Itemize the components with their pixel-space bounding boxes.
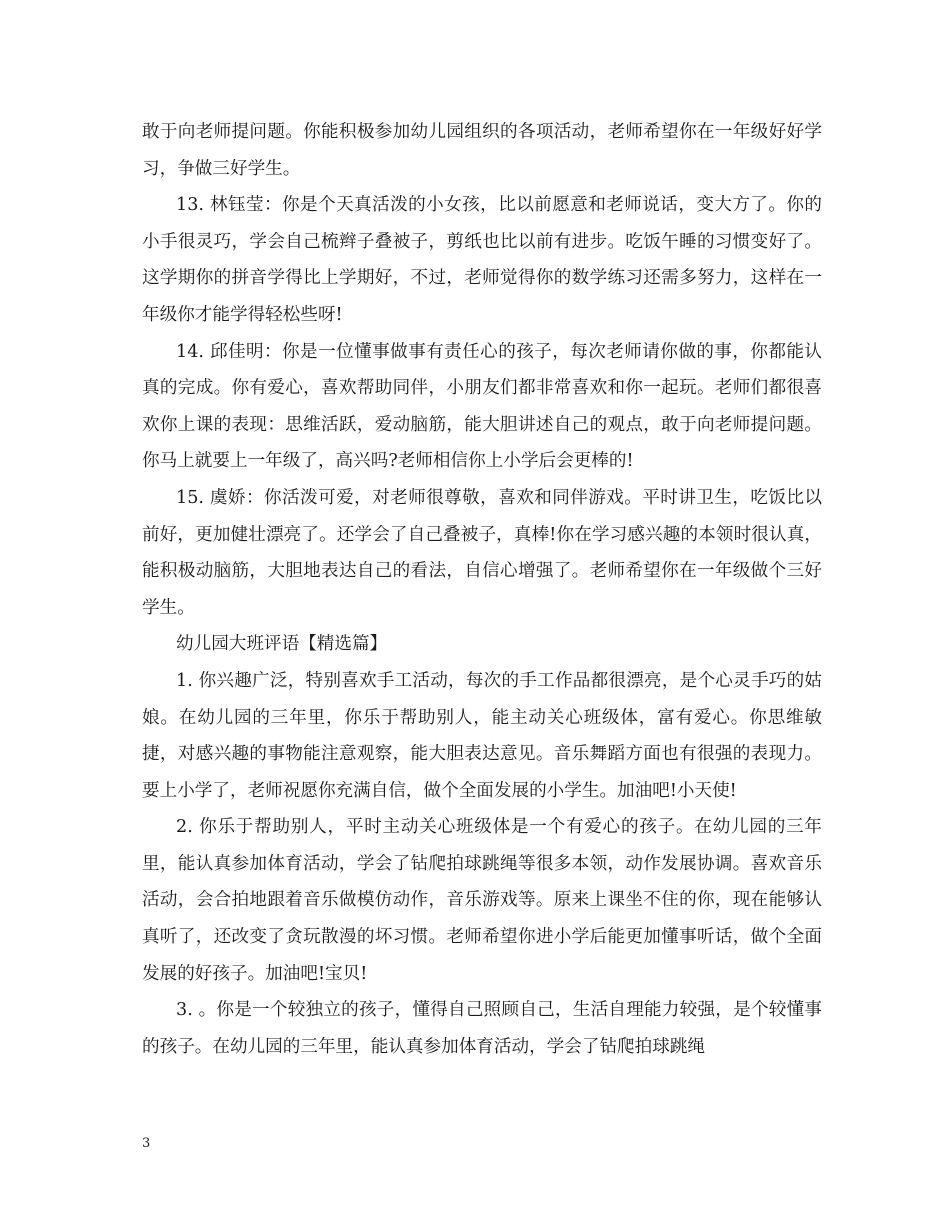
paragraph-comment-13: 13. 林钰莹：你是个天真活泼的小女孩，比以前愿意和老师说话，变大方了。你的小手很灵巧，学会自己梳辫子叠被子，剪纸也比以前有进步。吃饭午睡的习惯变好了。这学期你的拼音学得比上学期好，不过，老师觉得你的数学练习还需多努力，这样在一年级你才能学得轻松些呀!: [142, 195, 822, 325]
paragraph-selected-2: 2. 你乐于帮助别人，平时主动关心班级体是一个有爱心的孩子。在幼儿园的三年里，能认真参加体育活动，学会了钻爬拍球跳绳等很多本领，动作发展协调。喜欢音乐活动，会合拍地跟着音乐做模仿动作，音乐游戏等。原来上课坐不住的你，现在能够认真听了，还改变了贪玩散漫的坏习惯。老师希望你进小学后能更加懂事听话，做个全面发展的好孩子。加油吧!宝贝!: [142, 817, 822, 984]
paragraph-comment-14: 14. 邱佳明：你是一位懂事做事有责任心的孩子，每次老师请你做的事，你都能认真的完成。你有爱心，喜欢帮助同伴，小朋友们都非常喜欢和你一起玩。老师们都很喜欢你上课的表现：思维活跃，爱动脑筋，能大胆讲述自己的观点，敢于向老师提问题。你马上就要上一年级了，高兴吗?老师相信你上小学后会更棒的!: [142, 341, 822, 472]
section-heading: 幼儿园大班评语【精选篇】: [176, 634, 388, 655]
paragraph-selected-1: 1. 你兴趣广泛，特别喜欢手工活动，每次的手工作品都很漂亮，是个心灵手巧的姑娘。在幼儿园的三年里，你乐于帮助别人，能主动关心班级体，富有爱心。你思维敏捷，对感兴趣的事物能注意观察，能大胆表达意见。音乐舞蹈方面也有很强的表现力。要上小学了，老师祝愿你充满自信，做个全面发展的小学生。加油吧!小天使!: [142, 670, 822, 801]
paragraph-selected-3: 3. 。你是一个较独立的孩子，懂得自己照顾自己，生活自理能力较强，是个较懂事的孩子。在幼儿园的三年里，能认真参加体育活动，学会了钻爬拍球跳绳: [142, 1000, 822, 1057]
paragraph-comment-15: 15. 虞娇：你活泼可爱，对老师很尊敬，喜欢和同伴游戏。平时讲卫生，吃饭比以前好，更加健壮漂亮了。还学会了自己叠被子，真棒!你在学习感兴趣的本领时很认真，能积极动脑筋，大胆地表达自己的看法，自信心增强了。老师希望你在一年级做个三好学生。: [142, 487, 822, 618]
page-number: 3: [142, 1136, 151, 1151]
paragraph-continuation: 敢于向老师提问题。你能积极参加幼儿园组织的各项活动，老师希望你在一年级好好学习，争做三好学生。: [142, 122, 822, 179]
document-body: [142, 114, 822, 1065]
